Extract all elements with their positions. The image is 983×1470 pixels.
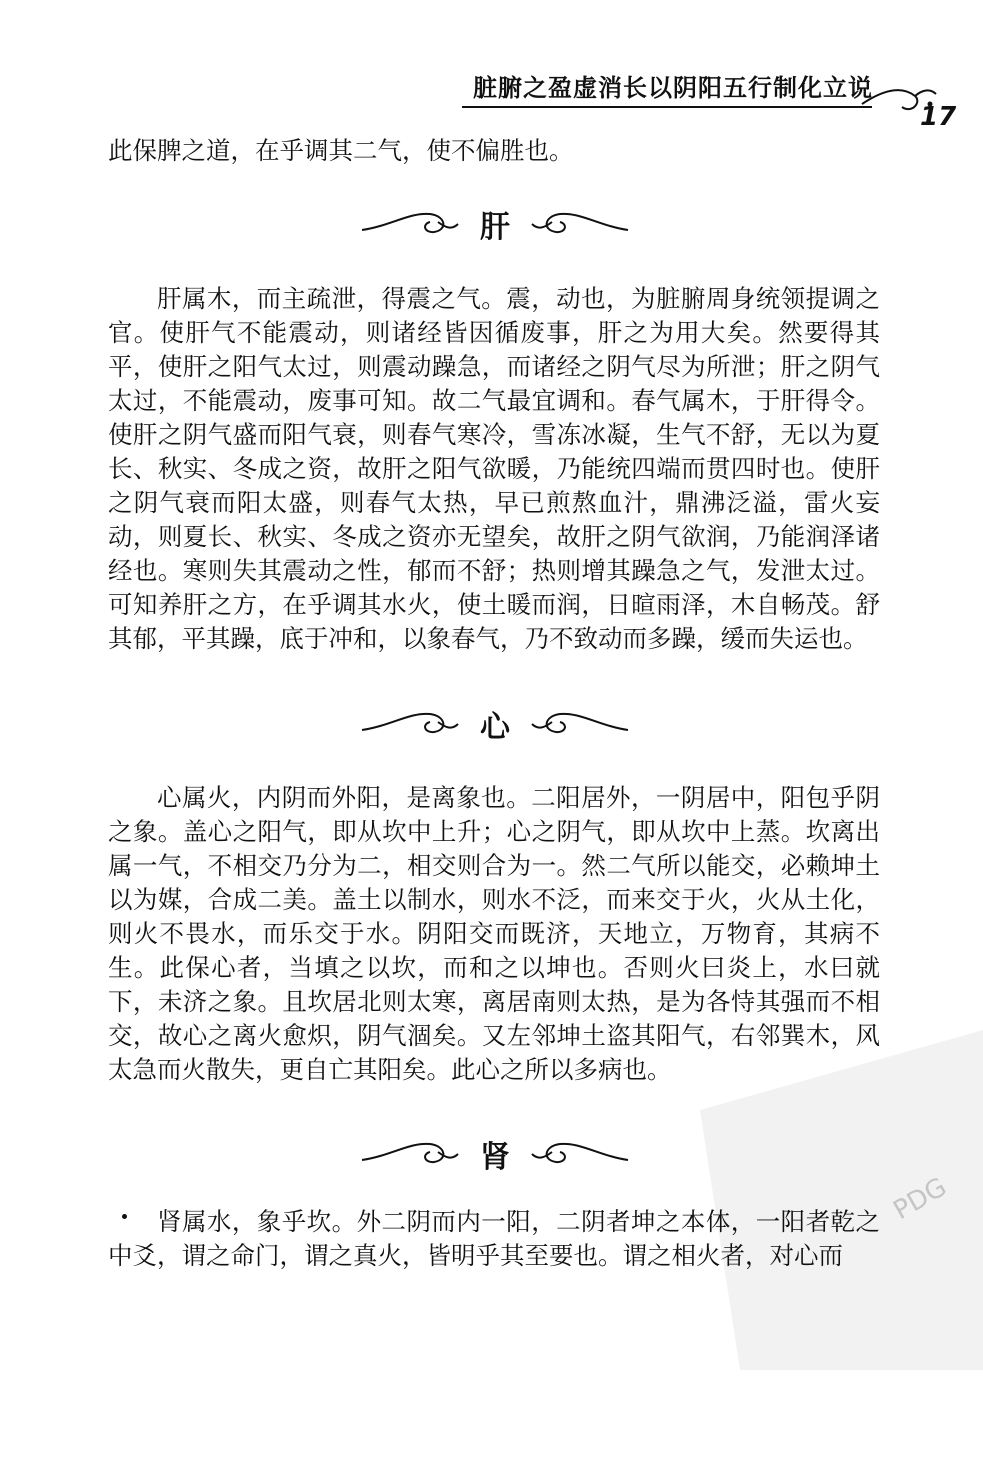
continuation-paragraph bbox=[108, 134, 880, 168]
right-ornament-icon bbox=[530, 1138, 630, 1168]
paragraph: 肝属木，而主疏泄，得震之气。震，动也，为脏腑周身统领提调之官。使肝气不能震动，则诸经皆因循废事，肝之为用大矣。然要得其平，使肝之阳气太过，则震动躁急，而诸经之阴气尽为所泄；肝之阴气太过，不能震动，废事可知。故二气最宜调和。春气属木，于肝得令。使肝之阴气盛而阳气衰，则春气寒冷，雪冻冰凝，生气不舒，无以为夏长、秋实、冬成之资，故肝之阳气欲暖，乃能统四端而贯四时也。使肝之阴气衰而阳太盛，则春气太热，早已煎熬血汁，鼎沸泛溢，雷火妄动，则夏长、秋实、冬成之资亦无望矣，故肝之阴气欲润，乃能润泽诸经也。寒则失其震动之性，郁而不舒；热则增其躁急之气，发泄太过。可知养肝之方，在乎调其水火，使土暖而润，日暄雨泽，木自畅茂。舒其郁，平其躁，底于冲和，以象春气，乃不致动而多躁，缓而失运也。 bbox=[108, 284, 880, 653]
page-number: 17 bbox=[920, 102, 957, 132]
continuation-text: 此保脾之道，在乎调其二气，使不偏胜也。 bbox=[108, 136, 574, 165]
page-header bbox=[0, 60, 983, 130]
section-heading-xin bbox=[360, 702, 630, 745]
section-title: 心 bbox=[480, 710, 510, 745]
paragraph: 肾属水，象乎坎。外二阴而内一阳，二阴者坤之本体，一阳者乾之中爻，谓之命门，谓之真火，皆明乎其至要也。谓之相火者，对心而 bbox=[108, 1207, 880, 1270]
right-ornament-icon bbox=[530, 708, 630, 738]
right-ornament-icon bbox=[530, 208, 630, 238]
paragraph: 心属火，内阴而外阳，是离象也。二阳居外，一阴居中，阳包乎阴之象。盖心之阳气，即从坎中上升；心之阴气，即从坎中上蒸。坎离出属一气，不相交乃分为二，相交则合为一。然二气所以能交，必赖坤土以为媒，合成二美。盖土以制水，则水不泛，而来交于火，火从土化，则火不畏水，而乐交于水。阴阳交而既济，天地立，万物育，其病不生。此保心者，当填之以坎，而和之以坤也。否则火曰炎上，水曰就下，未济之象。且坎居北则太寒，离居南则太热，是为各恃其强而不相交，故心之离火愈炽，阴气涸矣。又左邻坤土盗其阳气，右邻巽木，风太急而火散失，更自亡其阳矣。此心之所以多病也。 bbox=[108, 783, 880, 1084]
running-title: 脏腑之盈虚消长以阴阳五行制化立说 bbox=[473, 74, 873, 102]
section-title: 肾 bbox=[480, 1140, 510, 1175]
watermark-text: PDG bbox=[888, 1172, 952, 1227]
section-heading-shen bbox=[360, 1132, 630, 1175]
section-heading-gan bbox=[360, 202, 630, 245]
header-rule bbox=[462, 106, 872, 108]
section-title: 肝 bbox=[480, 210, 510, 245]
library-stamp-watermark bbox=[680, 990, 983, 1370]
section-body-gan bbox=[108, 282, 880, 656]
